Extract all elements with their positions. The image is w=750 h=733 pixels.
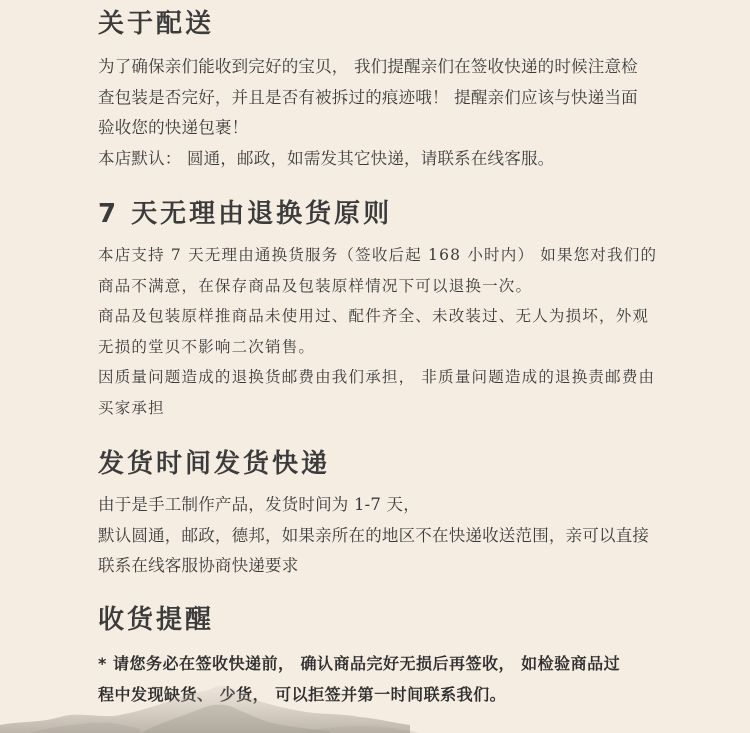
shipping-time-line: 默认圆通，邮政，德邦，如果亲所在的地区不在快递收送范围，亲可以直接 <box>98 525 650 545</box>
return-policy-line: 本店支持 7 天无理由通换货服务（签收后起 168 小时内） 如果您对我们的 <box>98 246 658 264</box>
receipt-reminder-line: * 请您务必在签收快递前， 确认商品完好无损后再签收， 如检验商品过 <box>98 654 621 673</box>
return-policy-line: 商品及包装原样推商品未使用过、配件齐全、未改装过、无人为损坏，外观 <box>98 307 650 325</box>
delivery-line: 为了确保亲们能收到完好的宝贝， 我们提醒亲们在签收快递的时候注意检 <box>98 57 638 76</box>
return-policy-line: 商品不满意，在保存商品及包装原样情况下可以退换一次。 <box>98 276 533 295</box>
shipping-time-body <box>98 490 698 582</box>
return-policy-line: 因质量问题造成的退换货邮费由我们承担， 非质量问题造成的退换责邮费由 <box>98 368 656 386</box>
delivery-section <box>98 8 698 174</box>
shipping-time-line: 联系在线客服协商快递要求 <box>98 556 299 575</box>
delivery-body <box>98 52 698 174</box>
shipping-time-section <box>98 448 698 582</box>
return-policy-section <box>98 198 698 423</box>
ink-mountain-decoration <box>0 673 750 733</box>
receipt-reminder-heading: 收货提醒 <box>98 605 215 635</box>
delivery-line: 本店默认： 圆通，邮政，如需发其它快递，请联系在线客服。 <box>98 148 555 168</box>
receipt-reminder-line: 程中发现缺货、 少货， 可以拒签并第一时间联系我们。 <box>98 685 507 704</box>
shipping-time-heading: 发货时间发货快递 <box>98 449 331 479</box>
return-policy-body <box>98 240 698 423</box>
shipping-time-line: 由于是手工制作产品，发货时间为 1-7 天， <box>98 495 420 514</box>
return-policy-heading: 7 天无理由退换货原则 <box>98 199 393 229</box>
delivery-line: 查包装是否完好，并且是否有被拆过的痕迹哦！ 提醒亲们应该与快递当面 <box>98 87 638 107</box>
return-policy-line: 买家承担 <box>98 398 165 417</box>
delivery-heading: 关于配送 <box>98 9 215 39</box>
delivery-line: 验收您的快递包裹！ <box>98 118 249 137</box>
return-policy-line: 无损的堂贝不影响二次销售。 <box>98 337 316 356</box>
